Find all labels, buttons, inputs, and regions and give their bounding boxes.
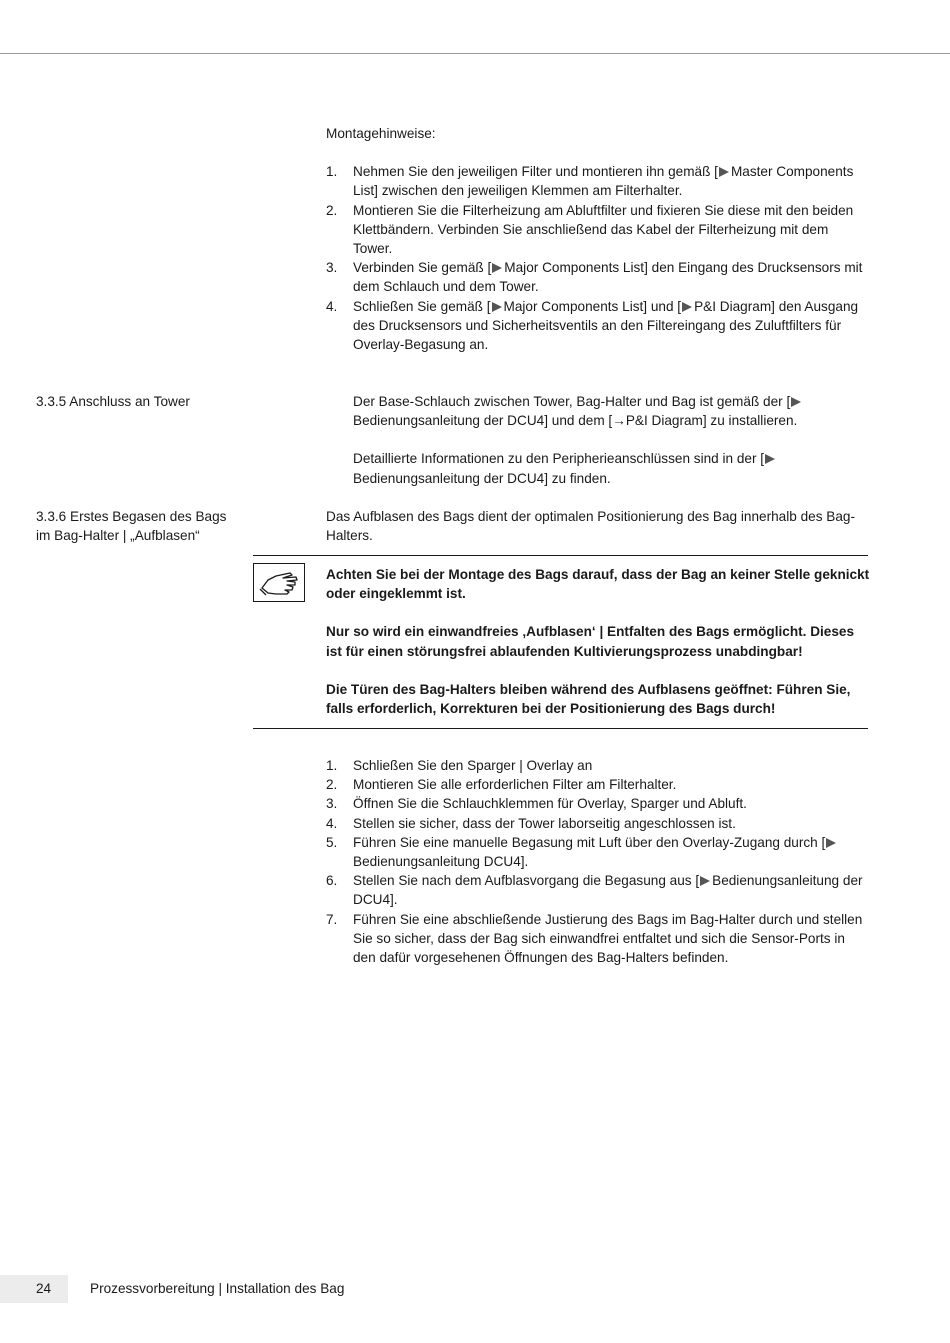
reference-link[interactable]: Major Components List — [504, 260, 645, 276]
mounting-notes — [326, 124, 871, 354]
hint-bottom-rule — [253, 728, 868, 729]
reference-link[interactable]: Major Components List — [503, 298, 644, 314]
footer-title: Prozessvorbereitung | Installation des Bag — [90, 1281, 345, 1296]
hint-paragraph: Die Türen des Bag-Halters bleiben während des Aufblasens geöffnet: Führen Sie, falls erforderlich, Korrekturen bei der Positionierung des Bags durch! — [326, 681, 851, 717]
reference-arrow-icon — [700, 876, 710, 886]
list-item: 4. Schließen Sie gemäß [ Major Components List] und [ P&I Diagram] den Ausgang des Drucksensors und Sicherheitsventils an den Filtereingang des Zuluftfilters für Overlay-Begasung an. — [326, 298, 859, 353]
section-begasen-intro: Das Aufblasen des Bags dient der optimalen Positionierung des Bag innerhalb des Bag-Halters. — [326, 509, 855, 544]
reference-link[interactable]: Bedienungsanleitung der DCU4 — [353, 413, 545, 429]
hand-pointing-icon — [253, 563, 305, 602]
mounting-heading: Montagehinweise: — [326, 126, 436, 141]
list-item: 1. Nehmen Sie den jeweiligen Filter und montieren ihn gemäß [ Master Components List] zwischen den jeweiligen Klemmen am Filterhalter. — [326, 164, 854, 199]
reference-link[interactable]: Bedienungsanleitung DCU4 — [353, 854, 521, 870]
list-item: 7. Führen Sie eine abschließende Justierung des Bags im Bag-Halter durch und stellen Sie so sicher, dass der Bag sich einwandfrei entfaltet und sich die Sensor-Ports in den dafür vorgesehenen Öffnungen des Bag-Halters befinden. — [326, 911, 863, 966]
reference-arrow-icon — [791, 397, 801, 407]
hint-paragraph: Nur so wird ein einwandfreies ‚Aufblasen‘ | Entfalten des Bags ermöglicht. Dieses ist für einen störungsfrei ablaufenden Kultivierungsprozess unabdingbar! — [326, 624, 855, 659]
reference-arrow-icon — [492, 263, 502, 273]
reference-link[interactable]: Bedienungsanleitung der DCU4 — [353, 873, 863, 908]
section-title-anschluss: 3.3.5 Anschluss an Tower — [36, 394, 190, 409]
page-number: 24 — [36, 1281, 52, 1296]
inflation-steps — [326, 756, 871, 967]
hint-top-rule — [253, 555, 868, 556]
header-rule — [0, 53, 950, 54]
section-title-begasen: 3.3.6 Erstes Begasen des Bags im Bag-Halter | „Aufblasen“ — [36, 509, 227, 544]
hint-paragraph: Achten Sie bei der Montage des Bags darauf, dass der Bag an keiner Stelle geknickt oder eingeklemmt ist. — [326, 567, 870, 602]
list-item: Detaillierte Informationen zu den Peripherieanschlüssen sind in der [Bedienungsanleitung der DCU4] zu finden. — [326, 449, 871, 487]
list-item: 3. Verbinden Sie gemäß [ Major Components List] den Eingang des Drucksensors mit dem Schlauch und dem Tower. — [326, 260, 863, 295]
list-item: 1. Schließen Sie den Sparger | Overlay an — [326, 758, 593, 773]
reference-arrow-icon — [492, 302, 502, 312]
mounting-steps — [326, 162, 871, 354]
page-number-box — [0, 1275, 68, 1303]
reference-link[interactable]: P&I Diagram — [694, 298, 772, 314]
hint-box — [326, 565, 871, 718]
list-item: 2. Montieren Sie alle erforderlichen Filter am Filterhalter. — [326, 777, 677, 793]
list-item: 6. Stellen Sie nach dem Aufblasvorgang die Begasung aus [ Bedienungsanleitung der DCU4]. — [326, 873, 863, 908]
reference-link[interactable]: Bedienungsanleitung der DCU4 — [353, 470, 545, 486]
list-item: Der Base-Schlauch zwischen Tower, Bag-Halter und Bag ist gemäß der [Bedienungsanleitung der DCU4] und dem [→P&I Diagram] zu installieren. — [326, 392, 871, 430]
reference-link[interactable]: Master Components List — [353, 164, 854, 199]
reference-arrow-icon — [682, 302, 692, 312]
reference-arrow-icon — [765, 454, 775, 464]
reference-link[interactable]: →P&I Diagram — [612, 413, 703, 429]
list-item: 2. Montieren Sie die Filterheizung am Abluftfilter und fixieren Sie diese mit den beiden Klettbändern. Verbinden Sie anschließend das Kabel der Filterheizung mit dem Tower. — [326, 202, 854, 257]
list-item: 4. Stellen sie sicher, dass der Tower laborseitig angeschlossen ist. — [326, 815, 736, 831]
reference-arrow-icon — [826, 838, 836, 848]
list-item: 5. Führen Sie eine manuelle Begasung mit Luft über den Overlay-Zugang durch [Bedienungsanleitung DCU4]. — [326, 833, 871, 871]
reference-arrow-icon — [719, 167, 729, 177]
section-anschluss-body — [326, 392, 871, 488]
list-item: 3. Öffnen Sie die Schlauchklemmen für Overlay, Sparger und Abluft. — [326, 796, 747, 812]
